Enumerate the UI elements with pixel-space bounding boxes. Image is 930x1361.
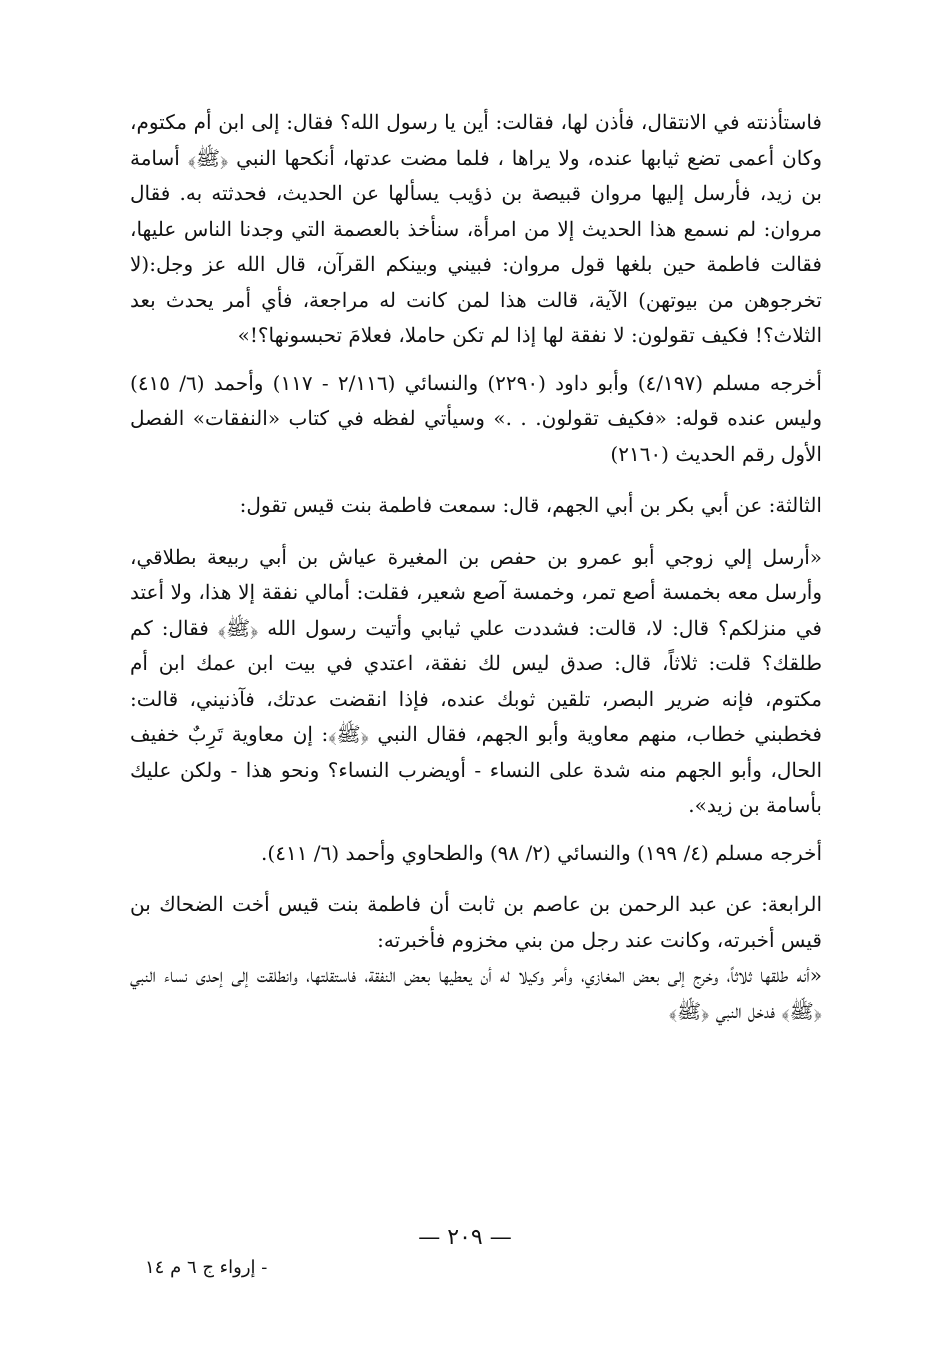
hadith-text-fourth: «أنه طلقها ثلاثاً، وخرج إلى بعض المغازي، وأمر وكيلا له أن يعطيها بعض النفقة، فاستقلتها، وانطلقت إلى إحدى نساء النبي ﴿ﷺ﴾ فدخل النبي ﴿ﷺ﴾ (130, 963, 822, 1023)
narration-third-intro: الثالثة: عن أبي بكر بن أبي الجهم، قال: سمعت فاطمة بنت قيس تقول: (239, 493, 822, 517)
printer-signature: - إرواء ج ٦ م ١٤ (145, 1257, 268, 1278)
hadith-text-third: «أرسل إلي زوجي أبو عمرو بن حفص بن المغيرة عياش بن أبي ربيعة بطلاقي، وأرسل معه بخمسة أصع تمر، وخمسة آصع شعير، فقلت: أمالي نفقة إلا هذا، ولا أعتد في منزلكم؟ قال: لا، قالت: فشددت علي ثيابي وأتيت رسول الله ﴿ﷺ﴾ فقال: كم طلقك؟ قلت: ثلاثاً، قال: صدق ليس لك نفقة، اعتدي في بيت ابن عمك ابن أم مكتوم، فإنه ضرير البصر، تلقين ثوبك عنده، فإذا انقضت عدتك، فآذنيني، قالت: فخطبني خطاب، منهم معاوية وأبو الجهم، فقال النبي ﴿ﷺ﴾: إن معاوية تَرِبٌ خفيف الحال، وأبو الجهم منه شدة على النساء - أويضرب النساء؟ ونحو هذا - ولكن عليك بأسامة بن زيد». (130, 544, 822, 817)
page-body (130, 105, 822, 1029)
narration-fourth-intro: الرابعة: عن عبد الرحمن بن عاصم بن ثابت أن فاطمة بنت قيس أخت الضحاك بن قيس أخبرته، وكانت عند رجل من بني مخزوم فأخبرته: (130, 892, 822, 952)
source-note-2: أخرجه مسلم (٤/ ١٩٩) والنسائي (٢/ ٩٨) والطحاوي وأحمد (٦/ ٤١١). (261, 840, 822, 865)
hadith-text-continued: فاستأذنته في الانتقال، فأذن لها، فقالت: أين يا رسول الله؟ فقال: إلى ابن أم مكتوم، وكان أعمى تضع ثيابها عنده، ولا يراها ، فلما مضت عدتها، أنكحها النبي ﴿ﷺ﴾ أسامة بن زيد، فأرسل إليها مروان قبيصة بن ذؤيب يسألها عن الحديث، فحدثته به. فقال مروان: لم نسمع هذا الحديث إلا من امرأة، سنأخذ بالعصمة التي وجدنا الناس عليها، فقالت فاطمة حين بلغها قول مروان: فبيني وبينكم القرآن، قال الله عز وجل:(لا تخرجوهن من بيوتهن) الآية، قالت هذا لمن كانت له مراجعة، فأي أمر يحدث بعد الثلاث؟! فكيف تقولون: لا نفقة لها إذا لم تكن حاملا، فعلامَ تحبسونها؟!» (130, 110, 823, 347)
source-note-1: أخرجه مسلم (٤/١٩٧) وأبو داود (٢٢٩٠) والنسائي (٢/١١٦ - ١١٧) وأحمد (٦/ ٤١٥) وليس عنده قوله: «فكيف تقولون. . .» وسيأتي لفظه في كتاب «النفقات» الفصل الأول رقم الحديث (٢١٦٠) (130, 370, 822, 466)
page-number: — ٢٠٩ — (418, 1225, 512, 1250)
